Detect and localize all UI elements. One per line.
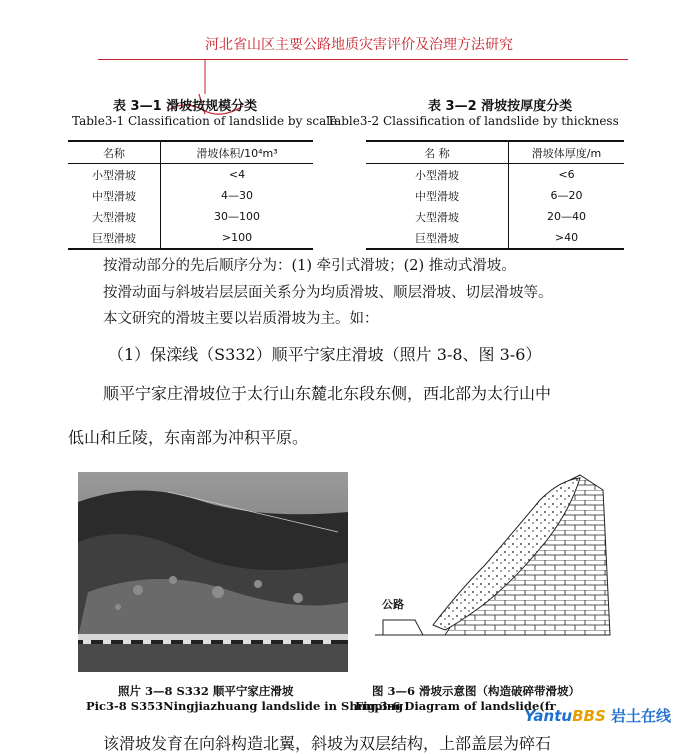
diagram-road-label: 公路: [382, 598, 404, 611]
cell-value: <6: [558, 168, 575, 181]
watermark-part: BBS: [572, 707, 606, 725]
table1-caption-cn: 表 3—1 滑坡按规模分类: [113, 99, 258, 114]
table1-header-name: 名称: [68, 141, 161, 164]
landslide-photo: [78, 472, 348, 672]
table2: [366, 140, 624, 250]
section-heading-ningjiazhuang: （1）保滦线（S332）顺平宁家庄滑坡（照片 3-8、图 3-6）: [108, 345, 542, 364]
table2-header-name: 名 称: [366, 141, 509, 164]
cell-value: 4—30: [221, 189, 253, 202]
paragraph-sliding-surface: 按滑动面与斜坡岩层层面关系分为均质滑坡、顺层滑坡、切层滑坡等。: [103, 285, 553, 301]
table-row: [366, 227, 624, 249]
cell-name: 巨型滑坡: [366, 227, 509, 249]
paragraph-location-line2: 低山和丘陵，东南部为冲积平原。: [68, 428, 309, 447]
cell-value: 6—20: [550, 189, 583, 202]
table-row: [68, 164, 313, 186]
cell-value: >100: [161, 227, 314, 249]
table1: [68, 140, 313, 250]
document-header-title: 河北省山区主要公路地质灾害评价及治理方法研究: [205, 37, 513, 53]
paragraph-rock-landslide: 本文研究的滑坡主要以岩质滑坡为主。如：: [103, 311, 379, 327]
site-watermark-logo: [524, 705, 671, 726]
table2-caption-cn: 表 3—2 滑坡按厚度分类: [428, 99, 573, 114]
table-row: [366, 185, 624, 206]
paragraph-location-line1: 顺平宁家庄滑坡位于太行山东麓北东段东侧，西北部为太行山中: [103, 384, 552, 403]
diagram-caption-cn: 图 3—6 滑坡示意图（构造破碎带滑坡）: [372, 684, 581, 698]
table2-caption-en: Table3-2 Classification of landslide by thickness: [327, 114, 619, 128]
cell-value: <4: [228, 168, 246, 181]
paragraph-sliding-order: 按滑动部分的先后顺序分为：(1) 牵引式滑坡；(2) 推动式滑坡。: [103, 258, 516, 274]
table2-header-value: 滑坡体厚度/m: [509, 141, 625, 164]
header-rule: [98, 59, 628, 60]
cursor-line-mark: [197, 58, 213, 98]
table1-caption-en: Table3-1 Classification of landslide by scale: [72, 114, 338, 128]
watermark-part: 岩土在线: [610, 707, 671, 725]
cell-name: 小型滑坡: [68, 164, 161, 186]
watermark-part: Yantu: [524, 707, 573, 725]
table-row: [366, 206, 624, 227]
cell-name: 中型滑坡: [366, 185, 509, 206]
photo-caption-en: Pic3-8 S353Ningjiazhuang landslide in Shunping: [86, 699, 404, 713]
table-row: [68, 185, 313, 206]
cell-value: 30—100: [214, 210, 260, 223]
cell-name: 小型滑坡: [366, 164, 509, 186]
cell-value: 20—40: [547, 210, 586, 223]
cell-name: 巨型滑坡: [68, 227, 161, 249]
table-row: [366, 164, 624, 186]
landslide-diagram: [375, 470, 625, 650]
table1-header-value: 滑坡体积/10⁴m³: [161, 141, 314, 164]
cell-name: 大型滑坡: [366, 206, 509, 227]
table-row: [68, 227, 313, 249]
photo-caption-cn: 照片 3—8 S332 顺平宁家庄滑坡: [118, 684, 294, 698]
diagram-caption-en: Fig.3-6 Diagram of landslide(fr: [355, 699, 556, 713]
cell-name: 大型滑坡: [68, 206, 161, 227]
cell-value: >40: [509, 227, 625, 249]
paragraph-structure-partial: 该滑坡发育在向斜构造北翼，斜坡为双层结构，上部盖层为碎石: [103, 734, 552, 753]
cell-name: 中型滑坡: [68, 185, 161, 206]
table-row: [68, 206, 313, 227]
